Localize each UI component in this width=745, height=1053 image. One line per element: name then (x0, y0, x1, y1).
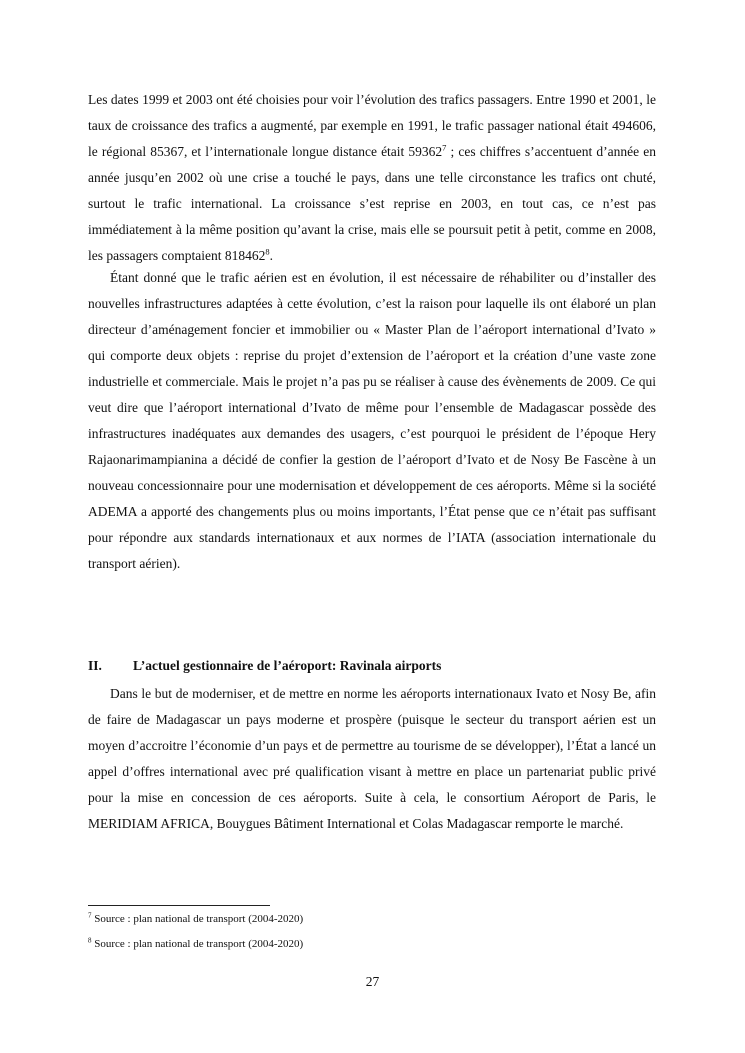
page-number: 27 (365, 974, 380, 989)
paragraph-text-end: . (269, 248, 273, 263)
paragraph-master-plan: Étant donné que le trafic aérien est en évolution, il est nécessaire de réhabiliter ou d’installer des nouvelles infrastructures adaptées à cette évolution, c’est la raison pour laquelle ils ont élaboré un plan directeur d’aménagement foncier et immobilier ou « Master Plan de l’aéroport international d’Ivato » qui comporte deux objets : reprise du projet d’extension de l’aéroport et la création d’une vaste zone industrielle et commerciale. Mais le projet n’a pas pu se réaliser à cause des évènements de 2009. Ce qui veut dire que l’aéroport international d’Ivato de même pour l’ensemble de Madagascar possède des infrastructures inadéquates aux demandes des usagers, c’est pourquoi le président de l’époque Hery Rajaonarimampianina a décidé de confier la gestion de l’aéroport d’Ivato et de Nosy Be Fascène à un nouveau concessionnaire pour une modernisation et développement de ces aéroports. Même si la société ADEMA a apporté des changements plus ou moins importants, l’État pense que ce n’était pas suffisant pour répondre aux standards internationaux et aux normes de l’IATA (association internationale du transport aérien). (88, 270, 656, 571)
paragraph-ravinala: Dans le but de moderniser, et de mettre en norme les aéroports internationaux Ivato et Nosy Be, afin de faire de Madagascar un pays moderne et prospère (puisque le secteur du transport aérien est un moyen d’accroitre l’économie d’un pays et de permettre au tourisme de se développer), l’État a lancé un appel d’offres international avec pré qualification visant à mettre en place un partenariat public privé pour la mise en concession de ces aéroports. Suite à cela, le consortium Aéroport de Paris, le MERIDIAM AFRICA, Bouygues Bâtiment International et Colas Madagascar remporte le marché. (88, 686, 656, 831)
footnote-separator (88, 905, 270, 906)
footnote-8 (88, 937, 656, 951)
footnote-7 (88, 912, 656, 926)
footnote-ref-7: 7 (442, 142, 447, 153)
footnote-text: Source : plan national de transport (2004-2020) (91, 938, 304, 950)
paragraph-text: Les dates 1999 et 2003 ont été choisies pour voir l’évolution des trafics passagers. Entre 1990 et 2001, le taux de croissance des trafics a augmenté, par exemple en 1991, le trafic passager national était 494606, le régional 85367, et l’internationale longue distance était 59362 (88, 92, 656, 159)
paragraph-traffic-evolution (88, 87, 656, 269)
footnote-text: Source : plan national de transport (2004-2020) (91, 913, 304, 925)
footnote-mark: 7 (88, 911, 92, 920)
footnote-mark: 8 (88, 936, 92, 945)
section-heading (88, 655, 656, 677)
section-title: L’actuel gestionnaire de l’aéroport: Ravinala airports (133, 658, 442, 673)
paragraph-text-continued: ; ces chiffres s’accentuent d’année en année jusqu’en 2002 où une crise a touché le pays, dans une telle circonstance les trafics ont chuté, surtout le trafic international. La croissance s’est reprise en 2003, en tout cas, ce n’est pas immédiatement à la même position qu’avant la crise, mais elle se poursuit petit à petit, comme en 2008, les passagers comptaient 818462 (88, 144, 656, 263)
section-number: II. (88, 658, 102, 673)
footnote-ref-8: 8 (265, 246, 270, 257)
